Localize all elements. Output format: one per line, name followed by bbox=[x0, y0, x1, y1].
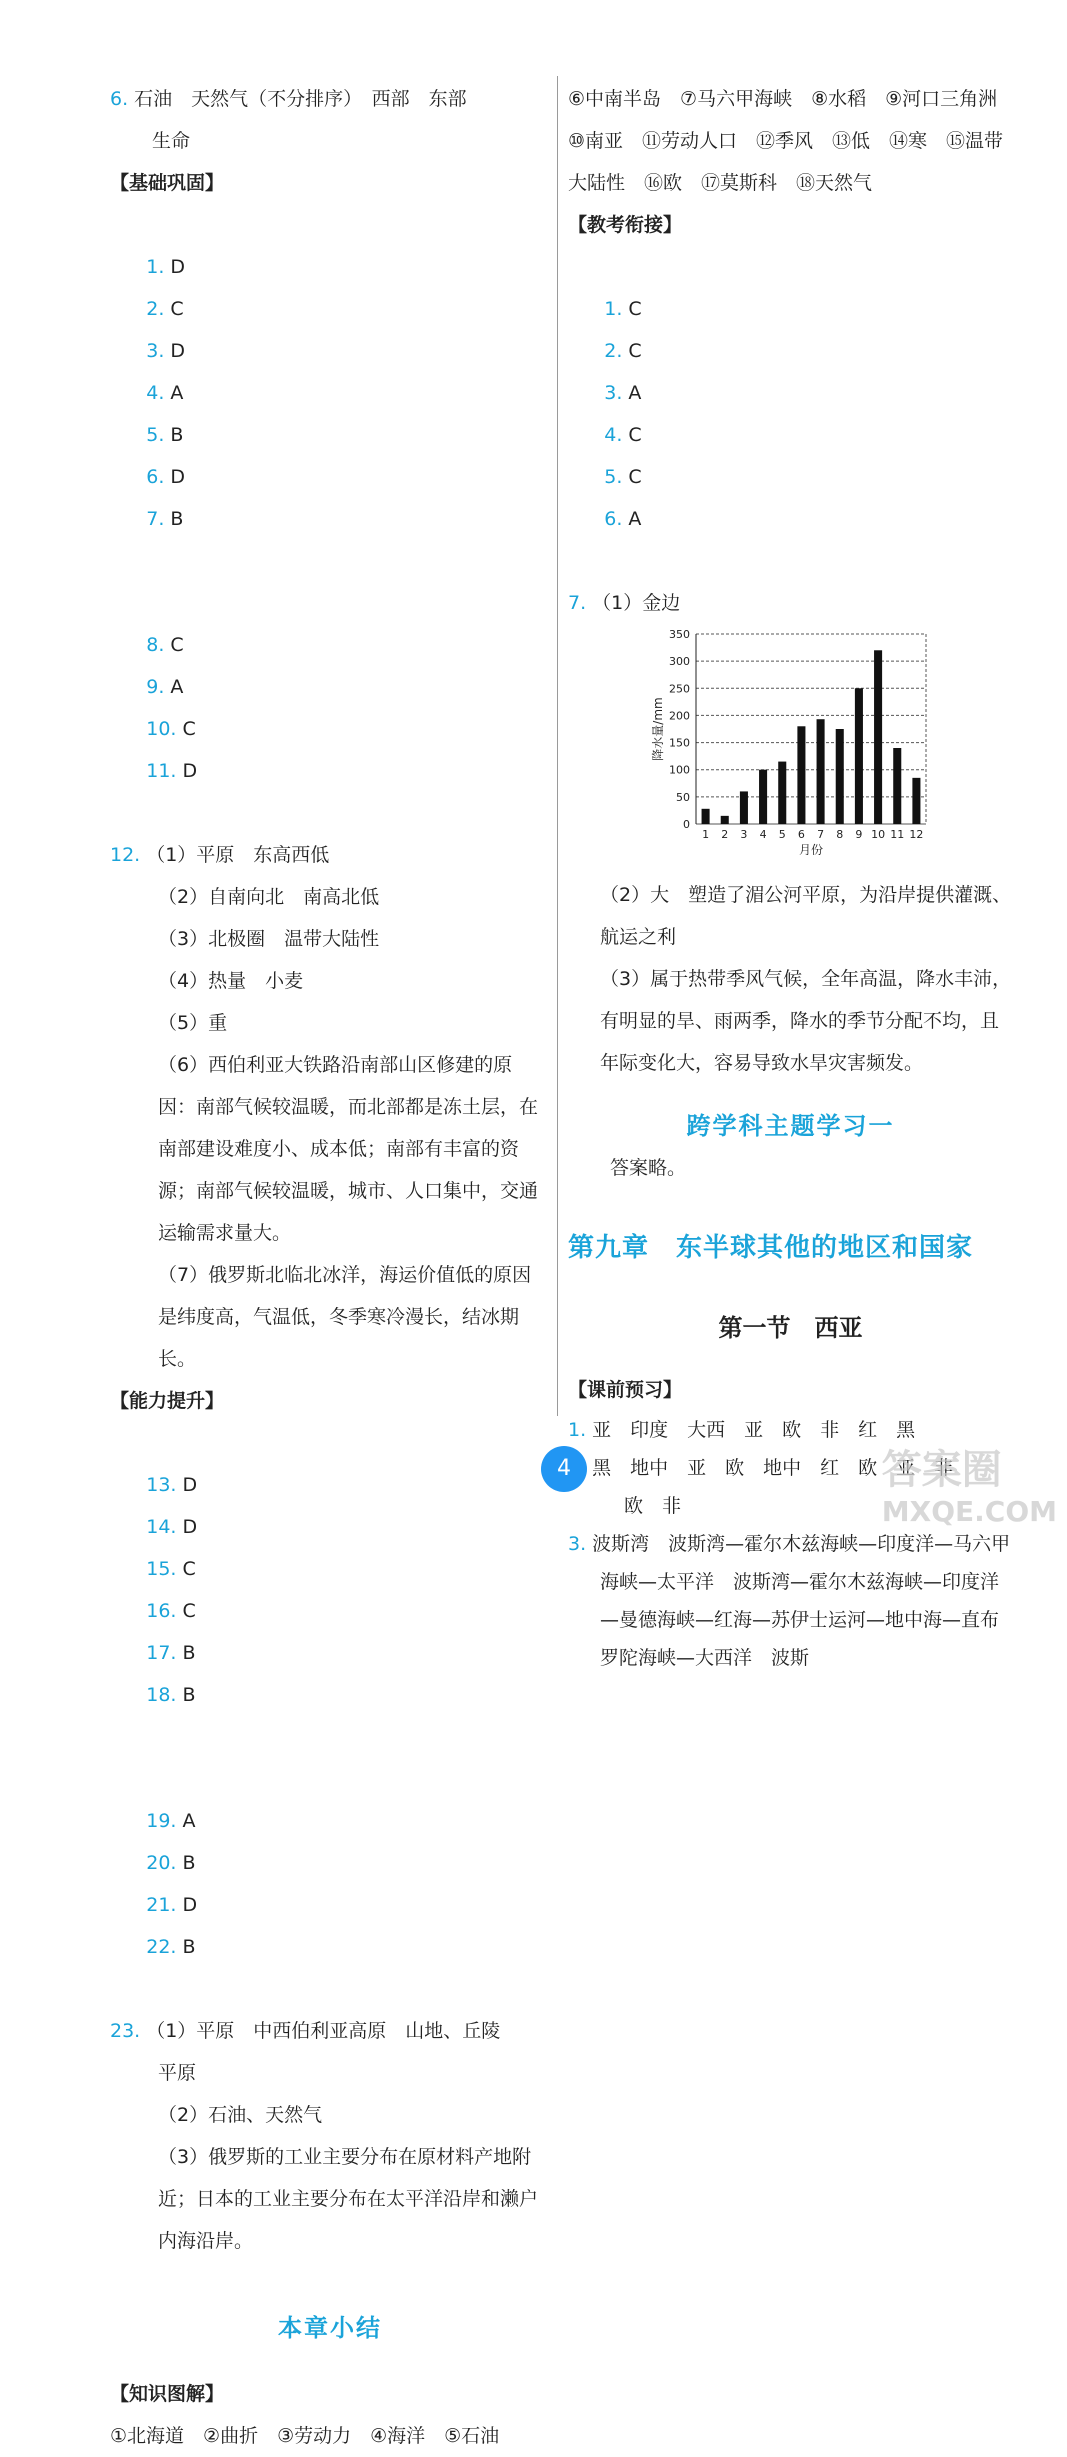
watermark bbox=[882, 1438, 1057, 1528]
answer-value: C bbox=[628, 298, 642, 320]
answer-value: B bbox=[170, 424, 184, 446]
answer-value: C bbox=[182, 718, 196, 740]
answer-value: C bbox=[628, 466, 642, 488]
page-number: 4 bbox=[541, 1446, 587, 1492]
answer-value: D bbox=[170, 340, 186, 362]
q12-number: 12. bbox=[110, 844, 141, 866]
summary-title: 本章小结 bbox=[278, 2314, 382, 2342]
answer-value: C bbox=[628, 424, 642, 446]
q7-number: 7. bbox=[568, 592, 587, 614]
kq2-cont: 欧 非 bbox=[624, 1495, 682, 1517]
q23-line bbox=[110, 2010, 550, 2052]
answer-number: 11. bbox=[146, 760, 177, 782]
answer-value: A bbox=[628, 382, 642, 404]
x-tick-label: 5 bbox=[778, 828, 786, 841]
y-tick-label: 150 bbox=[669, 736, 690, 750]
kq1-text: 亚 印度 大西 亚 欧 非 红 黑 bbox=[592, 1419, 916, 1441]
answer-value: A bbox=[170, 676, 184, 698]
q23-p3: （3）俄罗斯的工业主要分布在原材料产地附近；日本的工业主要分布在太平洋沿岸和濑户内海沿岸。 bbox=[158, 2146, 539, 2252]
answer-number: 20. bbox=[146, 1852, 177, 1874]
answer-number: 7. bbox=[146, 508, 165, 530]
section-nengli: 【能力提升】 bbox=[110, 1390, 225, 1412]
answer-value: C bbox=[628, 340, 642, 362]
x-tick-label: 1 bbox=[702, 828, 710, 841]
x-tick-label: 3 bbox=[740, 828, 748, 841]
bar bbox=[797, 726, 805, 824]
answer-value: B bbox=[170, 508, 184, 530]
kq3-number: 3. bbox=[568, 1533, 587, 1555]
q7-p3: （3）属于热带季风气候，全年高温，降水丰沛，有明显的旱、雨两季，降水的季节分配不均，且年际变化大，容易导致水旱灾害频发。 bbox=[600, 968, 1012, 1074]
x-axis-label: 月份 bbox=[798, 843, 824, 857]
watermark-line1: 答案圈 bbox=[881, 1447, 1002, 1493]
answer-number: 8. bbox=[146, 634, 165, 656]
q6-cont: 生命 bbox=[152, 130, 191, 152]
answer-number: 13. bbox=[146, 1474, 177, 1496]
answer-value: C bbox=[182, 1558, 196, 1580]
q12-p6: （6）西伯利亚大铁路沿南部山区修建的原因：南部气候较温暖，而北部都是冻土层，在南部建设难度小、成本低；南部有丰富的资源；南部气候较温暖，城市、人口集中，交通运输需求量大。 bbox=[158, 1054, 539, 1244]
nengli-row-2 bbox=[110, 1758, 550, 2010]
y-tick-label: 0 bbox=[683, 818, 690, 831]
q23-number: 23. bbox=[110, 2020, 141, 2042]
section-tujie: 【知识图解】 bbox=[110, 2383, 225, 2405]
x-tick-label: 11 bbox=[890, 828, 905, 841]
answer-number: 5. bbox=[146, 424, 165, 446]
precipitation-chart-svg bbox=[608, 624, 948, 874]
answer-value: B bbox=[182, 1852, 196, 1874]
answer-value: D bbox=[182, 1474, 198, 1496]
answer-number: 1. bbox=[146, 256, 165, 278]
section-title: 第一节 西亚 bbox=[718, 1314, 863, 1342]
y-tick-label: 250 bbox=[669, 682, 690, 696]
answer-value: D bbox=[182, 1516, 198, 1538]
nengli-row-1 bbox=[110, 1422, 550, 1758]
q12-p3: （3）北极圈 温带大陆性 bbox=[158, 928, 380, 950]
jiaokao-row bbox=[568, 246, 1013, 582]
answer-number: 4. bbox=[146, 382, 165, 404]
answer-value: A bbox=[182, 1810, 196, 1832]
answer-number: 16. bbox=[146, 1600, 177, 1622]
q7-p2: （2）大 塑造了湄公河平原，为沿岸提供灌溉、航运之利 bbox=[600, 884, 1012, 948]
answer-number: 1. bbox=[604, 298, 623, 320]
left-column bbox=[110, 78, 550, 2457]
q12-line bbox=[110, 834, 550, 876]
answer-number: 6. bbox=[146, 466, 165, 488]
kq3-line bbox=[568, 1525, 1013, 1677]
kq3-text: 波斯湾 波斯湾—霍尔木兹海峡—印度洋—马六甲海峡—太平洋 波斯湾—霍尔木兹海峡—印度洋—曼德海峡—红海—苏伊士运河—地中海—直布罗陀海峡—大西洋 波斯 bbox=[592, 1533, 1011, 1669]
cross-subject-answer: 答案略。 bbox=[610, 1157, 687, 1179]
bar bbox=[893, 748, 901, 824]
x-tick-label: 9 bbox=[855, 828, 863, 841]
answer-number: 14. bbox=[146, 1516, 177, 1538]
answer-number: 3. bbox=[146, 340, 165, 362]
answer-number: 15. bbox=[146, 1558, 177, 1580]
tujie-continued: ⑥中南半岛 ⑦马六甲海峡 ⑧水稻 ⑨河口三角洲 ⑩南亚 ⑪劳动人口 ⑫季风 ⑬低 ⑭寒 ⑮温带大陆性 ⑯欧 ⑰莫斯科 ⑱天然气 bbox=[568, 88, 1017, 194]
x-tick-label: 4 bbox=[759, 828, 767, 841]
bar bbox=[817, 719, 825, 824]
x-tick-label: 10 bbox=[871, 828, 886, 841]
q12-p7: （7）俄罗斯北临北冰洋，海运价值低的原因是纬度高，气温低，冬季寒冷漫长，结冰期长。 bbox=[158, 1264, 532, 1370]
q12-p5: （5）重 bbox=[158, 1012, 228, 1034]
section-jiaokao: 【教考衔接】 bbox=[568, 214, 683, 236]
y-tick-label: 200 bbox=[669, 709, 690, 723]
answer-value: D bbox=[182, 760, 198, 782]
jichu-row-2 bbox=[110, 582, 550, 834]
bar bbox=[778, 762, 786, 824]
x-tick-label: 2 bbox=[721, 828, 729, 841]
bar bbox=[836, 729, 844, 824]
answer-number: 19. bbox=[146, 1810, 177, 1832]
answer-value: A bbox=[170, 382, 184, 404]
bar bbox=[721, 816, 729, 824]
q6-text: 石油 天然气（不分排序） 西部 东部 bbox=[134, 88, 467, 110]
answer-value: B bbox=[182, 1936, 196, 1958]
q12-p1: （1）平原 东高西低 bbox=[146, 844, 330, 866]
answer-number: 4. bbox=[604, 424, 623, 446]
answer-number: 18. bbox=[146, 1684, 177, 1706]
q23-p1b: 平原 bbox=[158, 2062, 197, 2084]
answer-value: C bbox=[170, 298, 184, 320]
q7-p1: （1）金边 bbox=[592, 592, 681, 614]
bar bbox=[912, 778, 920, 824]
y-tick-label: 50 bbox=[676, 790, 690, 804]
section-jichu: 【基础巩固】 bbox=[110, 172, 225, 194]
q12-p4: （4）热量 小麦 bbox=[158, 970, 304, 992]
answer-number: 22. bbox=[146, 1936, 177, 1958]
answer-value: B bbox=[182, 1642, 196, 1664]
watermark-line2: MXQE.COM bbox=[881, 1495, 1057, 1528]
x-tick-label: 12 bbox=[909, 828, 924, 841]
x-tick-label: 6 bbox=[797, 828, 805, 841]
answer-number: 17. bbox=[146, 1642, 177, 1664]
y-axis-label: 降水量/mm bbox=[651, 697, 665, 761]
answer-number: 6. bbox=[604, 508, 623, 530]
q6-number: 6. bbox=[110, 88, 129, 110]
answer-number: 2. bbox=[146, 298, 165, 320]
tujie-line: ①北海道 ②曲折 ③劳动力 ④海洋 ⑤石油 bbox=[110, 2425, 500, 2447]
answer-value: D bbox=[170, 256, 186, 278]
column-divider bbox=[557, 76, 558, 1416]
answer-number: 9. bbox=[146, 676, 165, 698]
answer-number: 5. bbox=[604, 466, 623, 488]
x-tick-label: 8 bbox=[836, 828, 844, 841]
bar bbox=[702, 809, 710, 824]
answer-number: 10. bbox=[146, 718, 177, 740]
y-tick-label: 300 bbox=[669, 655, 690, 669]
section-keqian: 【课前预习】 bbox=[568, 1379, 683, 1401]
answer-value: A bbox=[628, 508, 642, 530]
kq1-number: 1. bbox=[568, 1419, 587, 1441]
jichu-row-1 bbox=[110, 204, 550, 582]
answer-value: D bbox=[170, 466, 186, 488]
bar bbox=[874, 650, 882, 824]
answer-value: C bbox=[182, 1600, 196, 1622]
cross-subject-title: 跨学科主题学习一 bbox=[686, 1112, 895, 1140]
answer-number: 21. bbox=[146, 1894, 177, 1916]
q23-p2: （2）石油、天然气 bbox=[158, 2104, 323, 2126]
answer-value: C bbox=[170, 634, 184, 656]
x-tick-label: 7 bbox=[817, 828, 825, 841]
answer-value: B bbox=[182, 1684, 196, 1706]
q12-p2: （2）自南向北 南高北低 bbox=[158, 886, 380, 908]
answer-value: D bbox=[182, 1894, 198, 1916]
answer-number: 3. bbox=[604, 382, 623, 404]
q23-p1: （1）平原 中西伯利亚高原 山地、丘陵 bbox=[146, 2020, 501, 2042]
kq2-text: 黑 地中 亚 欧 地中 红 欧 亚 非 bbox=[592, 1457, 954, 1479]
y-tick-label: 350 bbox=[669, 628, 690, 641]
bar bbox=[759, 770, 767, 824]
bar bbox=[740, 791, 748, 824]
q6-line bbox=[110, 78, 550, 120]
y-tick-label: 100 bbox=[669, 763, 690, 777]
chapter-title: 第九章 东半球其他的地区和国家 bbox=[568, 1233, 974, 1263]
precipitation-chart bbox=[608, 624, 948, 874]
bar bbox=[855, 688, 863, 824]
q7-line bbox=[568, 582, 1013, 624]
answer-number: 2. bbox=[604, 340, 623, 362]
